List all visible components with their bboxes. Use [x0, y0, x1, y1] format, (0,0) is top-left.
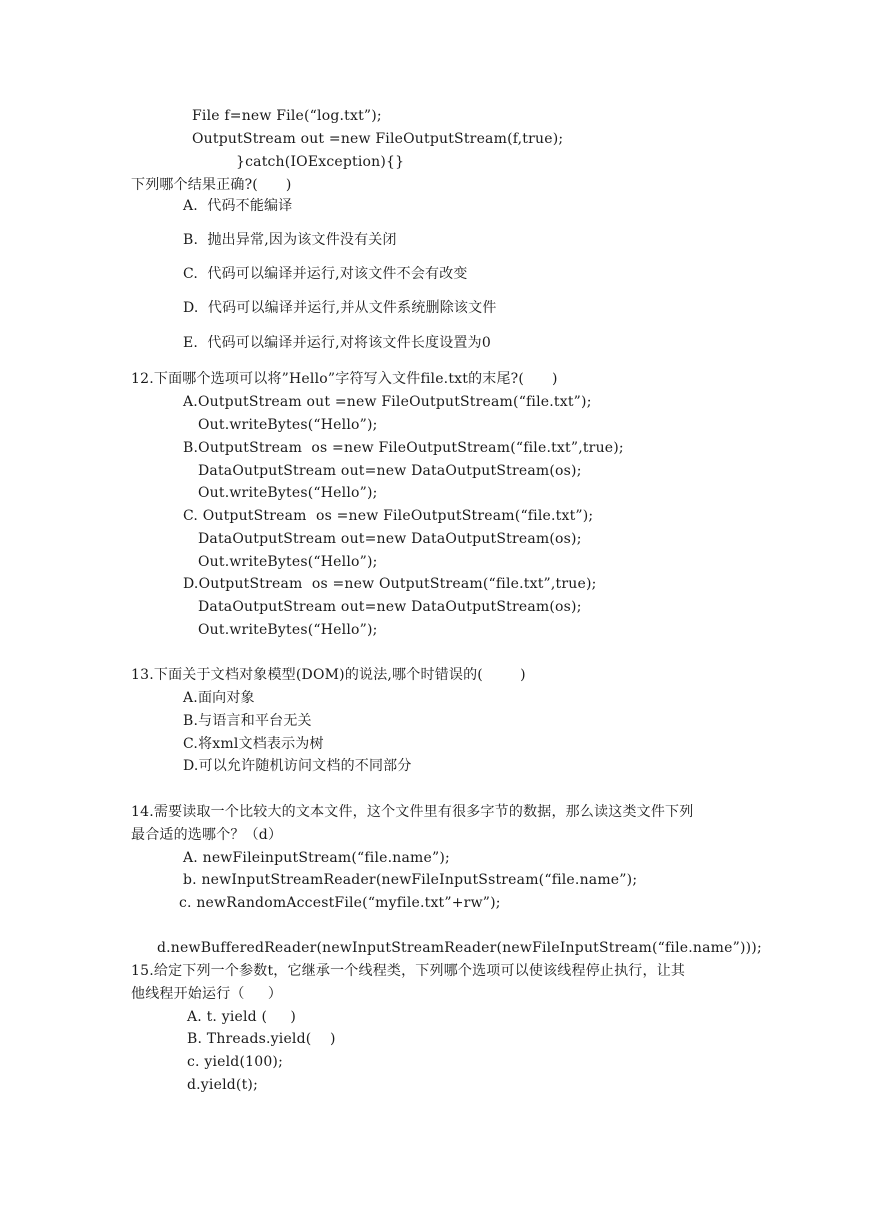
- code-line: DataOutputStream out=new DataOutputStream(os);: [198, 599, 582, 615]
- code-line: DataOutputStream out=new DataOutputStream(os);: [198, 531, 582, 547]
- question-14-prompt: 14.需要读取一个比较大的文本文件，这个文件里有很多字节的数据，那么读这类文件下列: [131, 804, 694, 820]
- option-d: d.newBufferedReader(newInputStreamReader(newFileInputStream(“file.name”)));: [157, 940, 762, 956]
- option-b: b. newInputStreamReader(newFileInputSstream(“file.name”);: [183, 872, 638, 888]
- option-a: A.面向对象: [183, 690, 255, 706]
- code-line: OutputStream out =new FileOutputStream(f,true);: [192, 131, 564, 147]
- question-14-prompt-cont: 最合适的选哪个？（d）: [131, 827, 283, 843]
- option-a: A.OutputStream out =new FileOutputStream(“file.txt”);: [183, 394, 592, 410]
- code-line: }catch(IOException){}: [236, 154, 405, 170]
- option-d: D.可以允许随机访问文档的不同部分: [183, 758, 412, 774]
- option-d: D.OutputStream os =new OutputStream(“file.txt”,true);: [183, 576, 597, 592]
- option-d: d.yield(t);: [187, 1077, 258, 1093]
- option-a: A. t. yield ( ): [187, 1009, 297, 1025]
- option-b: B. 抛出异常,因为该文件没有关闭: [183, 232, 397, 248]
- option-b: B.OutputStream os =new FileOutputStream(“file.txt”,true);: [183, 440, 624, 456]
- option-b: B.与语言和平台无关: [183, 713, 312, 729]
- option-a: A. 代码不能编译: [183, 198, 293, 214]
- option-c: C.将xml文档表示为树: [183, 736, 324, 752]
- question-15-prompt: 15.给定下列一个参数t，它继承一个线程类，下列哪个选项可以使该线程停止执行，让其: [131, 963, 686, 979]
- question-13-prompt: 13.下面关于文档对象模型(DOM)的说法,哪个时错误的( ): [131, 667, 526, 683]
- code-line: Out.writeBytes(“Hello”);: [198, 622, 378, 638]
- option-c: C. OutputStream os =new FileOutputStream(“file.txt”);: [183, 508, 594, 524]
- code-line: File f=new File(“log.txt”);: [192, 108, 382, 124]
- option-c: c. newRandomAccestFile(“myfile.txt”+rw”);: [179, 895, 501, 911]
- question-12-prompt: 12.下面哪个选项可以将”Hello”字符写入文件file.txt的末尾?( ): [131, 371, 558, 387]
- question-15-prompt-cont: 他线程开始运行（ ）: [131, 986, 283, 1002]
- code-line: Out.writeBytes(“Hello”);: [198, 485, 378, 501]
- code-line: Out.writeBytes(“Hello”);: [198, 554, 378, 570]
- question-11-prompt: 下列哪个结果正确?( ): [131, 177, 292, 193]
- code-line: Out.writeBytes(“Hello”);: [198, 417, 378, 433]
- option-c: C. 代码可以编译并运行,对该文件不会有改变: [183, 266, 468, 282]
- option-c: c. yield(100);: [187, 1054, 284, 1070]
- code-line: DataOutputStream out=new DataOutputStream(os);: [198, 463, 582, 479]
- option-b: B. Threads.yield( ): [187, 1031, 336, 1047]
- option-e: E. 代码可以编译并运行,对将该文件长度设置为0: [183, 335, 491, 351]
- option-d: D. 代码可以编译并运行,并从文件系统删除该文件: [183, 300, 497, 316]
- option-a: A. newFileinputStream(“file.name”);: [183, 850, 450, 866]
